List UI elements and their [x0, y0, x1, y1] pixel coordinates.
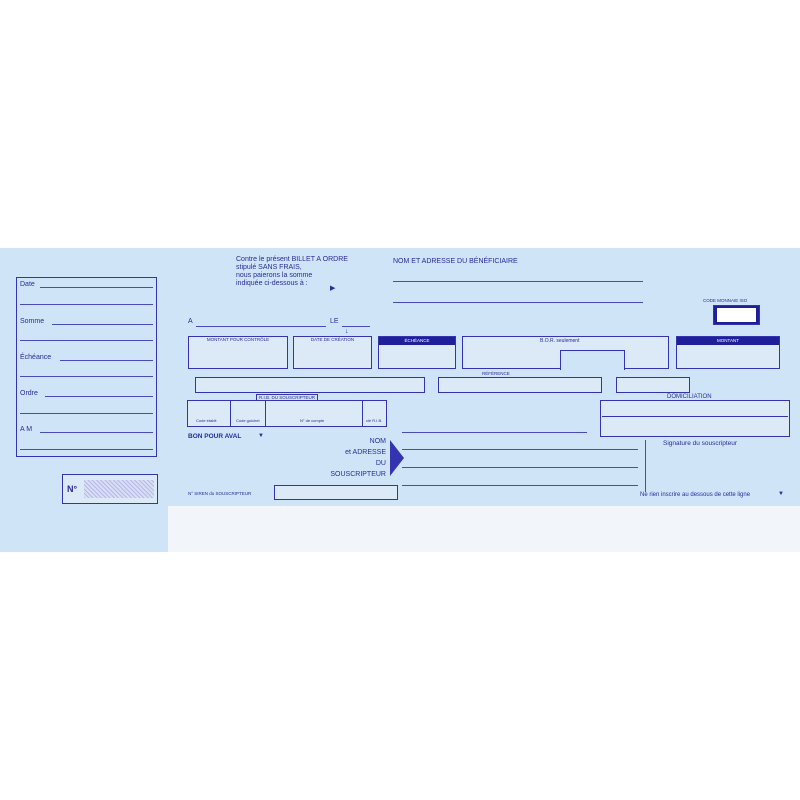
place-label: A	[188, 318, 193, 325]
echeance-label: ÉCHÉANCE	[379, 337, 455, 345]
bor-notch	[560, 350, 625, 370]
footer-note: Ne rien inscrire au dessous de cette ligne	[640, 492, 751, 498]
currency-code-field[interactable]	[717, 308, 756, 322]
montant-box[interactable]	[676, 336, 780, 369]
stub-line	[20, 413, 153, 414]
subscriber-line-label: NOM	[369, 438, 386, 445]
rib-col-label: Code guichet	[236, 418, 260, 423]
domiciliation-box[interactable]	[600, 400, 790, 437]
beneficiary-line[interactable]	[393, 281, 643, 282]
rib-col-label: clé R.I.B.	[366, 418, 383, 423]
subscriber-line[interactable]	[402, 485, 638, 486]
siren-field[interactable]	[274, 485, 398, 500]
place-line[interactable]	[196, 326, 326, 327]
stub-number-area	[84, 480, 154, 498]
subscriber-label	[310, 436, 386, 480]
beneficiary-line[interactable]	[393, 302, 643, 303]
date-line[interactable]	[342, 326, 370, 327]
montant-label: MONTANT	[677, 337, 779, 345]
rib-title: R.I.B. DU SOUSCRIPTEUR	[256, 394, 318, 401]
domiciliation-divider	[602, 416, 788, 417]
domiciliation-label: DOMICILIATION	[667, 394, 712, 400]
stub-echeance-label: Échéance	[20, 354, 52, 361]
subscriber-arrow-icon	[390, 440, 404, 476]
intro-line: stipulé SANS FRAIS,	[236, 264, 302, 271]
stub-ordre-label: Ordre	[20, 390, 38, 397]
triangle-down-icon: ▼	[778, 491, 784, 497]
stub-somme-line[interactable]	[52, 324, 153, 325]
rib-col-label: Code établt	[196, 418, 217, 423]
subscriber-line[interactable]	[402, 432, 587, 433]
montant-controle-box[interactable]	[188, 336, 288, 369]
stub-line	[20, 304, 153, 305]
subscriber-line[interactable]	[402, 467, 638, 468]
triangle-down-icon: ▼	[258, 433, 264, 439]
aval-label: BON POUR AVAL	[188, 433, 242, 440]
bor-label: B.O.R. seulement	[540, 338, 580, 344]
rib-box[interactable]	[187, 400, 387, 427]
signature-label: Signature du souscripteur	[663, 440, 738, 447]
arrow-right-icon: ▶	[330, 285, 336, 292]
beneficiary-title: NOM ET ADRESSE DU BÉNÉFICIAIRE	[393, 258, 518, 265]
subscriber-line[interactable]	[402, 449, 638, 450]
intro-line: indiquée ci-dessous à :	[236, 280, 308, 287]
reference-label: RÉFÉRENCE	[482, 371, 510, 376]
stub-date-label: Date	[20, 281, 35, 288]
stub-somme-label: Somme	[20, 318, 45, 325]
date-creation-box[interactable]	[293, 336, 372, 369]
stub-line	[20, 340, 153, 341]
rib-divider	[230, 400, 231, 427]
bottom-strip	[168, 506, 800, 552]
stub-line	[20, 449, 153, 450]
date-label: LE	[330, 318, 339, 325]
stub-ordre-line[interactable]	[45, 396, 153, 397]
subscriber-line-label: SOUSCRIPTEUR	[330, 471, 386, 478]
date-creation-label: DATE DE CRÉATION	[310, 337, 355, 342]
stub-line	[20, 376, 153, 377]
stub-am-line[interactable]	[40, 432, 153, 433]
rib-divider	[265, 400, 266, 427]
siren-label: N° SIREN du SOUSCRIPTEUR	[188, 491, 252, 496]
stub-echeance-line[interactable]	[60, 360, 153, 361]
subscriber-line-label: et ADRESSE	[345, 449, 386, 456]
rib-col-label: N° de compte	[300, 418, 325, 423]
echeance-box[interactable]	[378, 336, 456, 369]
arrow-down-icon: ↓	[345, 328, 349, 335]
row2-field-left[interactable]	[195, 377, 425, 393]
intro-line: Contre le présent BILLET A ORDRE	[236, 256, 348, 263]
stub-am-label: A M	[20, 426, 33, 433]
rib-divider	[362, 400, 363, 427]
montant-controle-label: MONTANT POUR CONTRÔLE	[206, 337, 270, 342]
reference-box[interactable]	[438, 377, 602, 393]
stub-number-label: N°	[67, 484, 78, 494]
currency-code-label: CODE MONNAIE ISO	[703, 298, 748, 303]
subscriber-line-label: DU	[375, 460, 386, 467]
signature-divider	[645, 440, 646, 492]
row2-field-right[interactable]	[616, 377, 690, 393]
intro-line: nous paierons la somme	[236, 272, 313, 279]
stub-date-line[interactable]	[40, 287, 153, 288]
